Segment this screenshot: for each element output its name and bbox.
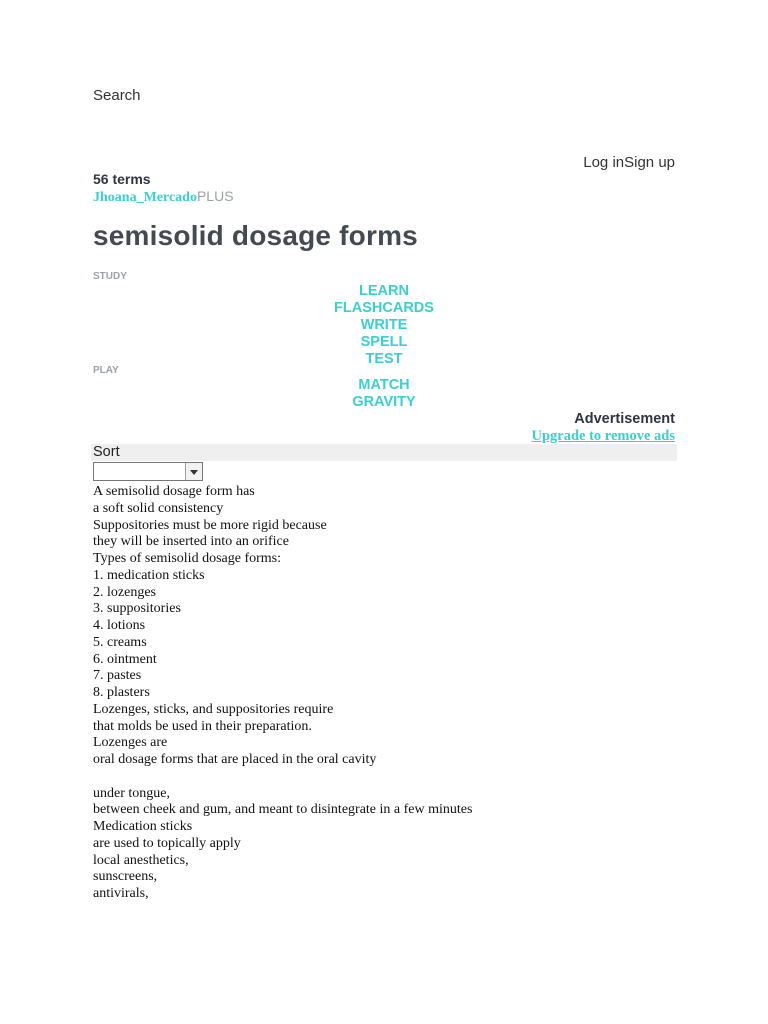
advertisement-label: Advertisement <box>574 411 675 427</box>
term-line: Lozenges, sticks, and suppositories require <box>93 701 334 717</box>
study-label: STUDY <box>93 271 127 282</box>
author-link[interactable]: Jhoana_Mercado <box>93 190 197 205</box>
term-line: oral dosage forms that are placed in the oral cavity <box>93 752 377 767</box>
plus-badge: PLUS <box>196 188 234 204</box>
login-link[interactable]: Log in <box>583 154 625 171</box>
signup-link[interactable]: Sign up <box>624 154 675 171</box>
term-line: antivirals, <box>93 886 149 901</box>
term-line: 2. lozenges <box>93 584 156 600</box>
term-line: 8. plasters <box>93 685 150 700</box>
auth-links <box>583 154 675 171</box>
mode-spell[interactable]: SPELL <box>360 334 408 350</box>
term-line: 6. ointment <box>93 651 157 667</box>
term-line: between cheek and gum, and meant to disintegrate in a few minutes <box>93 802 473 818</box>
search-link[interactable]: Search <box>93 87 141 104</box>
chevron-down-icon <box>185 463 202 480</box>
term-line: under tongue, <box>93 785 170 801</box>
study-modes <box>0 283 768 368</box>
terms-list <box>93 484 713 903</box>
upgrade-link[interactable]: Upgrade to remove ads <box>531 428 675 444</box>
sort-bar <box>91 444 677 461</box>
terms-count: 56 terms <box>93 171 151 187</box>
term-line: local anesthetics, <box>93 852 189 868</box>
mode-flashcards[interactable]: FLASHCARDS <box>334 300 434 316</box>
term-line: they will be inserted into an orifice <box>93 534 289 550</box>
term-line: Suppositories must be more rigid because <box>93 517 327 533</box>
term-line: 4. lotions <box>93 618 146 633</box>
term-line: 3. suppositories <box>93 601 181 617</box>
play-modes <box>0 377 768 411</box>
page-title: semisolid dosage forms <box>93 220 418 251</box>
term-line: 5. creams <box>93 634 147 650</box>
term-line: sunscreens, <box>93 869 158 885</box>
term-line: that molds be used in their preparation. <box>93 718 312 734</box>
sort-label: Sort <box>93 444 120 460</box>
term-line: are used to topically apply <box>93 835 241 851</box>
mode-write[interactable]: WRITE <box>360 317 408 333</box>
term-line <box>93 769 713 786</box>
term-line: Types of semisolid dosage forms: <box>93 551 281 566</box>
mode-gravity[interactable]: GRAVITY <box>352 394 416 410</box>
term-line: Lozenges are <box>93 735 168 751</box>
term-line: Medication sticks <box>93 819 193 834</box>
term-line: A semisolid dosage form has <box>93 484 255 499</box>
term-line: 1. medication sticks <box>93 567 205 583</box>
term-line: a soft solid consistency <box>93 500 224 516</box>
mode-learn[interactable]: LEARN <box>359 283 409 299</box>
set-author <box>93 188 234 206</box>
mode-test[interactable]: TEST <box>365 351 403 367</box>
term-line: 7. pastes <box>93 668 142 684</box>
sort-select[interactable] <box>93 462 203 481</box>
play-label: PLAY <box>93 365 119 376</box>
mode-match[interactable]: MATCH <box>358 377 410 393</box>
